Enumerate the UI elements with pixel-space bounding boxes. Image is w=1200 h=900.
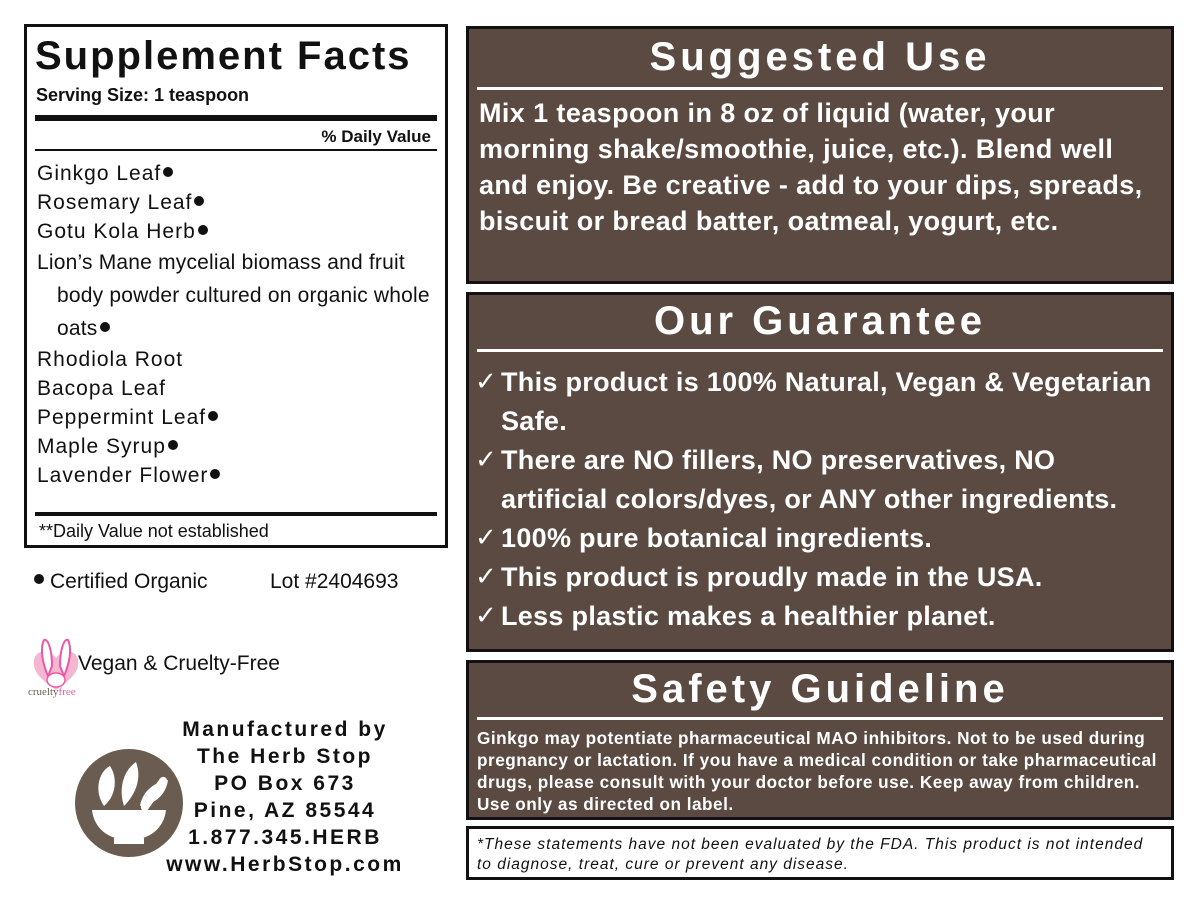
- checkmark-icon: ✓: [475, 601, 498, 631]
- guarantee-list: [475, 363, 1163, 636]
- manufacturer-website: www.HerbStop.com: [166, 853, 404, 876]
- ingredient-name: Lavender Flower: [37, 464, 209, 487]
- guarantee-text: This product is 100% Natural, Vegan & Vegetarian Safe.: [501, 367, 1152, 436]
- organic-bullet-icon: [210, 469, 220, 479]
- guarantee-text: 100% pure botanical ingredients.: [501, 523, 933, 553]
- ingredient-item: [37, 188, 437, 217]
- daily-value-note: **Daily Value not established: [39, 521, 269, 541]
- checkmark-icon: ✓: [475, 562, 498, 592]
- guarantee-item: [475, 519, 1163, 558]
- cruelty-text: cruelty: [28, 686, 59, 698]
- divider-thick: [35, 115, 437, 121]
- manufacturer-info: [160, 716, 410, 878]
- fda-disclaimer: *These statements have not been evaluated by the FDA. This product is not intended to diagnose, treat, cure or prevent any disease.: [466, 826, 1174, 880]
- suggested-use-panel: [466, 26, 1174, 284]
- divider-thin: [35, 149, 437, 151]
- organic-bullet-icon: [198, 225, 208, 235]
- panel-divider: [477, 87, 1163, 90]
- guarantee-item: [475, 558, 1163, 597]
- suggested-use-text: Mix 1 teaspoon in 8 oz of liquid (water, your morning shake/smoothie, juice, etc.). Blend well and enjoy. Be creative - add to your dips, spreads, biscuit or bread batter, oatmeal, yogurt, etc.: [479, 98, 1143, 236]
- lot-number: Lot #2404693: [270, 570, 399, 593]
- free-text: free: [58, 686, 76, 698]
- manufacturer-phone: 1.877.345.HERB: [188, 826, 382, 849]
- divider-bottom: [35, 512, 437, 516]
- ingredient-item: [37, 403, 437, 432]
- supplement-facts-title: Supplement Facts: [35, 34, 412, 78]
- daily-value-header: % Daily Value: [321, 127, 431, 146]
- manufacturer-city: Pine, AZ 85544: [193, 799, 377, 822]
- serving-size: Serving Size: 1 teaspoon: [36, 85, 250, 105]
- organic-bullet-icon: [163, 167, 173, 177]
- checkmark-icon: ✓: [475, 445, 498, 475]
- checkmark-icon: ✓: [475, 523, 498, 553]
- organic-bullet-icon: [100, 322, 110, 332]
- ingredient-item: [37, 246, 437, 345]
- safety-text: Ginkgo may potentiate pharmaceutical MAO inhibitors. Not to be used during pregnancy or lactation. If you have a medical condition or take pharmaceutical drugs, please consult with your doctor before use. Keep away from children. Use only as directed on label.: [477, 728, 1157, 814]
- vegan-cruelty-free-label: Vegan & Cruelty-Free: [78, 652, 280, 675]
- ingredient-name: Peppermint Leaf: [37, 406, 207, 429]
- guarantee-text: Less plastic makes a healthier planet.: [501, 601, 996, 631]
- ingredient-name: Gotu Kola Herb: [37, 220, 196, 243]
- guarantee-item: [475, 597, 1163, 636]
- ingredient-name: Lion’s Mane mycelial biomass and fruit body powder cultured on organic whole oats: [37, 251, 430, 340]
- guarantee-title: Our Guarantee: [653, 299, 987, 343]
- certified-organic-note: [34, 570, 208, 594]
- ingredient-item: [37, 432, 437, 461]
- ingredient-item: [37, 345, 437, 374]
- manufacturer-po-box: PO Box 673: [214, 772, 356, 795]
- ingredient-list: [37, 159, 437, 490]
- organic-bullet-icon: [168, 440, 178, 450]
- guarantee-panel: [466, 292, 1174, 652]
- ingredient-name: Maple Syrup: [37, 435, 166, 458]
- panel-divider: [477, 717, 1163, 720]
- certified-organic-label: Certified Organic: [50, 570, 208, 593]
- organic-bullet-icon: [34, 574, 44, 584]
- organic-bullet-icon: [208, 411, 218, 421]
- safety-title: Safety Guideline: [631, 667, 1009, 711]
- checkmark-icon: ✓: [475, 367, 498, 397]
- ingredient-name: Rhodiola Root: [37, 348, 184, 371]
- safety-panel: [466, 660, 1174, 820]
- guarantee-text: This product is proudly made in the USA.: [501, 562, 1043, 592]
- ingredient-name: Rosemary Leaf: [37, 191, 193, 214]
- cruelty-free-logo-text: [28, 686, 88, 698]
- ingredient-item: [37, 217, 437, 246]
- suggested-use-title: Suggested Use: [649, 35, 991, 79]
- organic-bullet-icon: [194, 196, 204, 206]
- ingredient-item: [37, 159, 437, 188]
- panel-divider: [477, 349, 1163, 352]
- ingredient-name: Bacopa Leaf: [37, 377, 166, 400]
- manufacturer-name: The Herb Stop: [196, 745, 373, 768]
- ingredient-name: Ginkgo Leaf: [37, 162, 162, 185]
- ingredient-item: [37, 461, 437, 490]
- guarantee-item: [475, 441, 1163, 519]
- manufacturer-line: Manufactured by: [182, 718, 388, 741]
- ingredient-item: [37, 374, 437, 403]
- guarantee-item: [475, 363, 1163, 441]
- guarantee-text: There are NO fillers, NO preservatives, NO artificial colors/dyes, or ANY other ingredients.: [501, 445, 1118, 514]
- supplement-facts-panel: [24, 24, 448, 548]
